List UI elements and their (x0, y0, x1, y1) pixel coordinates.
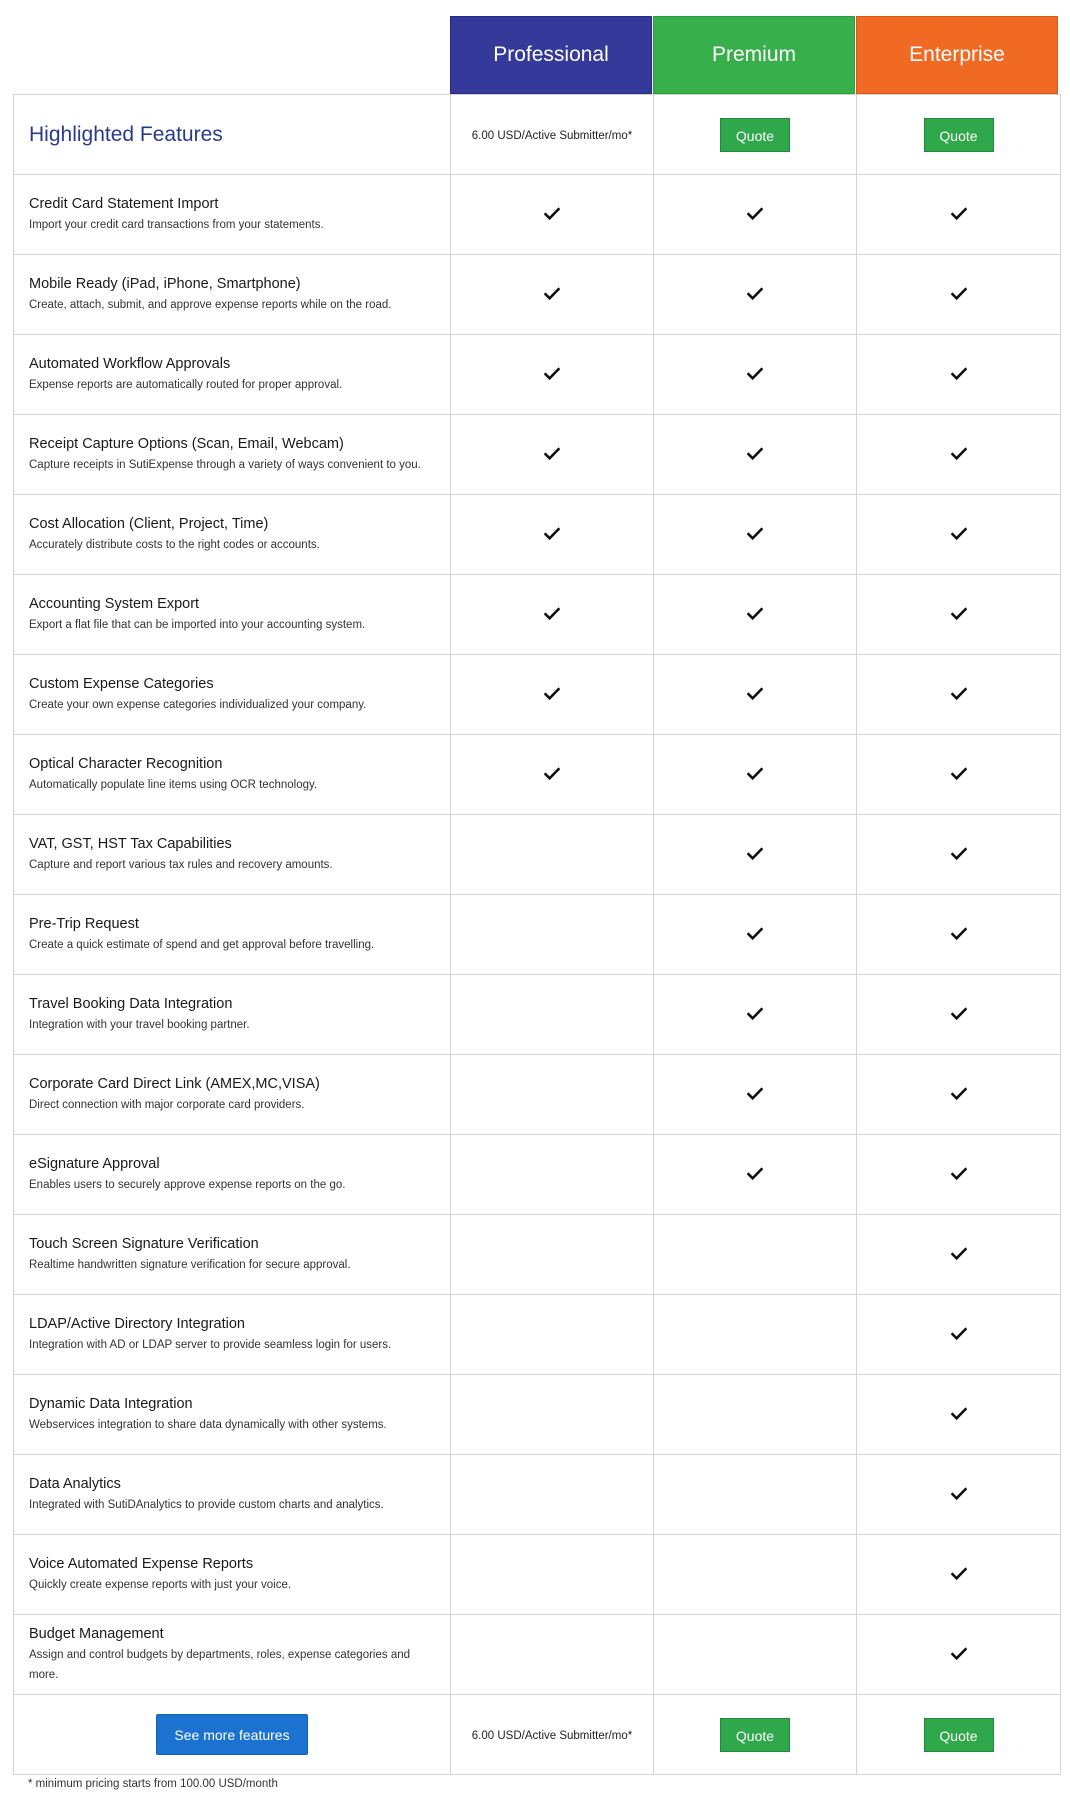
footer-row (14, 1695, 1061, 1775)
professional-availability-cell (451, 975, 654, 1055)
feature-title: LDAP/Active Directory Integration (29, 1316, 245, 1332)
check-icon (747, 287, 763, 301)
professional-availability-cell (451, 575, 654, 655)
premium-availability-cell (654, 1375, 857, 1455)
pricing-footnote: * minimum pricing starts from 100.00 USD/month (28, 1778, 278, 1790)
highlighted-features-row (14, 95, 1061, 175)
feature-title: Receipt Capture Options (Scan, Email, Webcam) (29, 436, 344, 452)
feature-cell (14, 1055, 451, 1135)
feature-row (14, 1295, 1061, 1375)
check-icon (747, 607, 763, 621)
feature-row (14, 175, 1061, 255)
professional-availability-cell (451, 415, 654, 495)
professional-availability-cell (451, 1615, 654, 1695)
feature-cell (14, 575, 451, 655)
see-more-cell (14, 1695, 451, 1775)
check-icon (544, 447, 560, 461)
feature-description: Create your own expense categories individualized your company. (29, 699, 367, 711)
feature-title: Pre-Trip Request (29, 916, 139, 932)
check-icon (544, 607, 560, 621)
plan-header-professional (450, 16, 652, 94)
premium-availability-cell (654, 495, 857, 575)
premium-availability-cell (654, 1295, 857, 1375)
feature-description: Realtime handwritten signature verification for secure approval. (29, 1259, 351, 1271)
check-icon (951, 1407, 967, 1421)
check-icon (544, 207, 560, 221)
enterprise-availability-cell (857, 175, 1061, 255)
feature-title: Data Analytics (29, 1476, 121, 1492)
enterprise-availability-cell (857, 1135, 1061, 1215)
premium-availability-cell (654, 415, 857, 495)
enterprise-availability-cell (857, 655, 1061, 735)
enterprise-availability-cell (857, 415, 1061, 495)
feature-description: Capture receipts in SutiExpense through a variety of ways convenient to you. (29, 459, 421, 471)
plan-name: Premium (711, 43, 796, 66)
check-icon (951, 527, 967, 541)
check-icon (747, 687, 763, 701)
premium-quote-cell (654, 95, 857, 175)
feature-description: Quickly create expense reports with just your voice. (29, 1579, 292, 1591)
feature-description: Capture and report various tax rules and recovery amounts. (29, 859, 333, 871)
enterprise-availability-cell (857, 575, 1061, 655)
premium-availability-cell (654, 1535, 857, 1615)
feature-description: Assign and control budgets by departments, roles, expense categories and more. (29, 1649, 411, 1681)
enterprise-availability-cell (857, 895, 1061, 975)
premium-availability-cell (654, 815, 857, 895)
feature-description: Export a flat file that can be imported into your accounting system. (29, 619, 366, 631)
feature-cell (14, 255, 451, 335)
feature-row (14, 575, 1061, 655)
feature-description: Enables users to securely approve expense reports on the go. (29, 1179, 346, 1191)
feature-title: Accounting System Export (29, 596, 200, 612)
feature-cell (14, 175, 451, 255)
feature-title: Touch Screen Signature Verification (29, 1236, 259, 1252)
professional-availability-cell (451, 1375, 654, 1455)
premium-availability-cell (654, 975, 857, 1055)
enterprise-availability-cell (857, 735, 1061, 815)
check-icon (951, 1487, 967, 1501)
check-icon (951, 847, 967, 861)
professional-availability-cell (451, 655, 654, 735)
premium-availability-cell (654, 1135, 857, 1215)
professional-availability-cell (451, 895, 654, 975)
feature-row (14, 1615, 1061, 1695)
professional-availability-cell (451, 335, 654, 415)
plan-header-enterprise (856, 16, 1058, 94)
feature-description: Create a quick estimate of spend and get approval before travelling. (29, 939, 375, 951)
enterprise-availability-cell (857, 1375, 1061, 1455)
feature-row (14, 1455, 1061, 1535)
feature-row (14, 415, 1061, 495)
feature-row (14, 1535, 1061, 1615)
premium-availability-cell (654, 1615, 857, 1695)
feature-row (14, 335, 1061, 415)
premium-availability-cell (654, 175, 857, 255)
premium-quote-button[interactable]: Quote (720, 1718, 790, 1752)
feature-cell (14, 1295, 451, 1375)
feature-cell (14, 895, 451, 975)
feature-row (14, 895, 1061, 975)
premium-availability-cell (654, 1055, 857, 1135)
premium-availability-cell (654, 1455, 857, 1535)
check-icon (747, 527, 763, 541)
feature-title: eSignature Approval (29, 1156, 160, 1172)
feature-row (14, 655, 1061, 735)
feature-description: Create, attach, submit, and approve expense reports while on the road. (29, 299, 392, 311)
professional-availability-cell (451, 1055, 654, 1135)
feature-description: Accurately distribute costs to the right codes or accounts. (29, 539, 320, 551)
check-icon (747, 1167, 763, 1181)
check-icon (951, 1007, 967, 1021)
premium-quote-button[interactable]: Quote (720, 118, 790, 152)
feature-title: Optical Character Recognition (29, 756, 223, 772)
enterprise-availability-cell (857, 1615, 1061, 1695)
feature-row (14, 815, 1061, 895)
enterprise-availability-cell (857, 815, 1061, 895)
feature-title: Corporate Card Direct Link (AMEX,MC,VISA) (29, 1076, 320, 1092)
feature-title: Mobile Ready (iPad, iPhone, Smartphone) (29, 276, 301, 292)
enterprise-availability-cell (857, 1055, 1061, 1135)
enterprise-quote-cell (857, 1695, 1061, 1775)
feature-row (14, 255, 1061, 335)
check-icon (747, 927, 763, 941)
check-icon (951, 1327, 967, 1341)
feature-cell (14, 1455, 451, 1535)
enterprise-quote-button[interactable]: Quote (924, 118, 994, 152)
enterprise-availability-cell (857, 1535, 1061, 1615)
professional-price-cell (451, 1695, 654, 1775)
professional-price: 6.00 USD/Active Submitter/mo* (471, 129, 633, 142)
check-icon (951, 1567, 967, 1581)
plan-header-premium (653, 16, 855, 94)
professional-price-cell (451, 95, 654, 175)
check-icon (544, 527, 560, 541)
check-icon (951, 1087, 967, 1101)
check-icon (951, 1167, 967, 1181)
check-icon (951, 1247, 967, 1261)
professional-price: 6.00 USD/Active Submitter/mo* (471, 1729, 633, 1742)
enterprise-availability-cell (857, 1455, 1061, 1535)
enterprise-availability-cell (857, 495, 1061, 575)
check-icon (747, 1087, 763, 1101)
feature-description: Direct connection with major corporate card providers. (29, 1099, 305, 1111)
premium-availability-cell (654, 1215, 857, 1295)
enterprise-availability-cell (857, 975, 1061, 1055)
feature-description: Integrated with SutiDAnalytics to provide custom charts and analytics. (29, 1499, 384, 1511)
professional-availability-cell (451, 1535, 654, 1615)
feature-cell (14, 815, 451, 895)
enterprise-quote-button[interactable]: Quote (924, 1718, 994, 1752)
feature-description: Import your credit card transactions from your statements. (29, 219, 324, 231)
enterprise-availability-cell (857, 1215, 1061, 1295)
feature-title: Dynamic Data Integration (29, 1396, 193, 1412)
feature-cell (14, 495, 451, 575)
feature-cell (14, 1375, 451, 1455)
highlighted-features-cell (14, 95, 451, 175)
feature-cell (14, 415, 451, 495)
feature-cell (14, 1615, 451, 1695)
feature-title: Automated Workflow Approvals (29, 356, 231, 372)
feature-comparison-table (13, 94, 1061, 1775)
check-icon (544, 687, 560, 701)
check-icon (951, 927, 967, 941)
feature-cell (14, 1135, 451, 1215)
professional-availability-cell (451, 735, 654, 815)
professional-availability-cell (451, 1215, 654, 1295)
feature-cell (14, 975, 451, 1055)
feature-row (14, 975, 1061, 1055)
check-icon (544, 367, 560, 381)
check-icon (951, 1647, 967, 1661)
see-more-features-button[interactable]: See more features (156, 1714, 308, 1755)
enterprise-availability-cell (857, 335, 1061, 415)
enterprise-quote-cell (857, 95, 1061, 175)
check-icon (747, 1007, 763, 1021)
premium-availability-cell (654, 895, 857, 975)
check-icon (951, 687, 967, 701)
check-icon (544, 767, 560, 781)
plan-name: Professional (493, 43, 609, 66)
premium-availability-cell (654, 335, 857, 415)
professional-availability-cell (451, 495, 654, 575)
feature-row (14, 735, 1061, 815)
feature-title: Credit Card Statement Import (29, 196, 219, 212)
check-icon (951, 287, 967, 301)
feature-title: Travel Booking Data Integration (29, 996, 233, 1012)
feature-cell (14, 655, 451, 735)
check-icon (747, 367, 763, 381)
feature-row (14, 1135, 1061, 1215)
feature-description: Webservices integration to share data dynamically with other systems. (29, 1419, 387, 1431)
check-icon (951, 607, 967, 621)
feature-title: Custom Expense Categories (29, 676, 214, 692)
highlighted-features-title: Highlighted Features (29, 122, 223, 146)
enterprise-availability-cell (857, 1295, 1061, 1375)
professional-availability-cell (451, 255, 654, 335)
check-icon (951, 447, 967, 461)
feature-title: Budget Management (29, 1626, 164, 1642)
check-icon (951, 207, 967, 221)
feature-row (14, 1215, 1061, 1295)
feature-title: Cost Allocation (Client, Project, Time) (29, 516, 269, 532)
feature-title: Voice Automated Expense Reports (29, 1556, 254, 1572)
premium-availability-cell (654, 575, 857, 655)
premium-availability-cell (654, 255, 857, 335)
professional-availability-cell (451, 1455, 654, 1535)
professional-availability-cell (451, 175, 654, 255)
feature-description: Integration with AD or LDAP server to provide seamless login for users. (29, 1339, 392, 1351)
check-icon (747, 847, 763, 861)
professional-availability-cell (451, 1135, 654, 1215)
feature-cell (14, 1535, 451, 1615)
plan-name: Enterprise (909, 43, 1005, 66)
check-icon (747, 447, 763, 461)
feature-row (14, 1375, 1061, 1455)
professional-availability-cell (451, 815, 654, 895)
feature-cell (14, 1215, 451, 1295)
premium-availability-cell (654, 655, 857, 735)
check-icon (747, 207, 763, 221)
premium-availability-cell (654, 735, 857, 815)
check-icon (951, 767, 967, 781)
professional-availability-cell (451, 1295, 654, 1375)
enterprise-availability-cell (857, 255, 1061, 335)
check-icon (544, 287, 560, 301)
feature-description: Automatically populate line items using OCR technology. (29, 779, 318, 791)
feature-description: Expense reports are automatically routed for proper approval. (29, 379, 343, 391)
feature-cell (14, 335, 451, 415)
feature-row (14, 1055, 1061, 1135)
feature-cell (14, 735, 451, 815)
feature-title: VAT, GST, HST Tax Capabilities (29, 836, 232, 852)
feature-description: Integration with your travel booking partner. (29, 1019, 250, 1031)
check-icon (951, 367, 967, 381)
feature-row (14, 495, 1061, 575)
check-icon (747, 767, 763, 781)
premium-quote-cell (654, 1695, 857, 1775)
